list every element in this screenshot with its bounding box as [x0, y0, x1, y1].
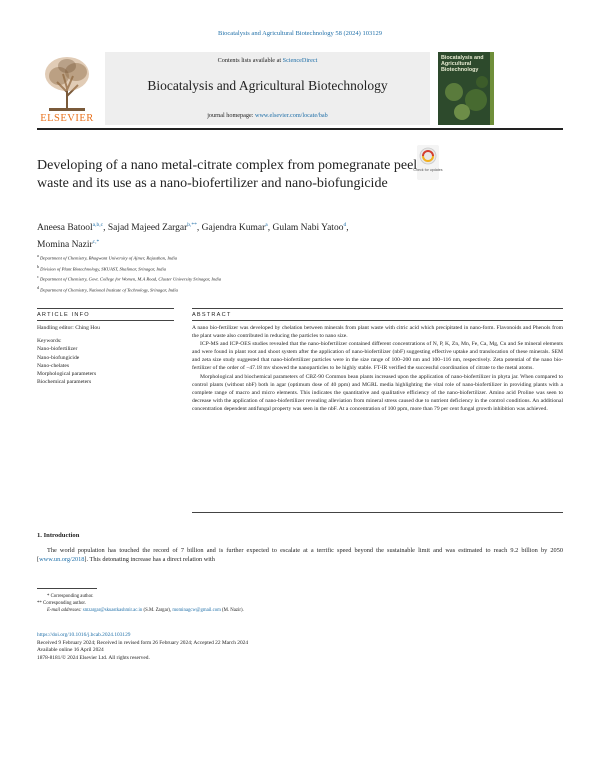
author-affiliation-marker[interactable]: d [343, 222, 347, 228]
footnote-rule [37, 588, 97, 589]
section-heading-introduction: 1. Introduction [37, 532, 80, 539]
journal-cover-image [438, 52, 494, 125]
keyword: Nano-chelates [37, 362, 69, 369]
keyword: Nano-biofertilizer [37, 346, 78, 353]
sciencedirect-link[interactable]: ScienceDirect [282, 57, 318, 64]
cover-spine [490, 52, 494, 125]
publication-info [37, 632, 563, 662]
homepage-line: journal homepage: www.elsevier.com/locate/bab [207, 112, 328, 119]
abstract-paragraph: A nano bio-fertilizer was developed by chelation between minerals from plant waste with citric acid which precipitated in nano-form. Flavonoids and Phenols from the plant waste also contributed in reducing the particles to nano size. [192, 325, 563, 340]
author-name[interactable]: Gulam Nabi Yatoo [272, 223, 344, 234]
copyright: 1878-8181/© 2024 Elsevier Ltd. All rights reserved. [37, 654, 150, 661]
doi-link[interactable]: https://doi.org/10.1016/j.bcab.2024.103129 [37, 632, 131, 638]
author-name[interactable]: Momina Nazir [37, 240, 93, 251]
corresponding-author-note: * Corresponding author. [47, 594, 94, 599]
author-name[interactable]: Aneesa Batool [37, 223, 93, 234]
article-info-rule [37, 308, 174, 309]
abstract-end-rule [192, 512, 563, 513]
email-link[interactable]: smzargar@skuastkashmir.ac.in [82, 608, 143, 614]
author-affiliation-marker[interactable]: c,* [92, 239, 100, 246]
abstract-rule [192, 308, 563, 309]
introduction-paragraph: The world population has touched the record of 7 billion and is further expected to escalate at a terrific speed beyond the sustainable limit and was estimated to reach 9.2 billion by 2050 [www.un.org/2018]. This detonating increase has a direct relation with [37, 547, 563, 564]
author-name[interactable]: Gajendra Kumar [201, 223, 266, 234]
available-online: Available online 16 April 2024 [37, 647, 104, 654]
publisher-name: ELSEVIER [40, 113, 94, 124]
check-updates-label: Check for updates [413, 168, 443, 172]
abstract-body [192, 324, 563, 413]
author-list: Aneesa Batool$^{a,b,c}$, Sajad Majeed Zargar$^{b,**}$, Gajendra Kumar$^a$, Gulam Nabi Yatoo$^d$, Momina Nazir$^{c,*}$ [37, 222, 349, 251]
received-dates: Received 9 February 2024; Received in revised form 26 February 2024; Accepted 22 March 2024 [37, 639, 249, 646]
affiliation-item: $^a$ Department of Chemistry, Bhagwant University of Ajmer, Rajasthan, India [37, 253, 178, 261]
author-affiliation-marker[interactable]: a [265, 222, 268, 228]
author-affiliation-marker[interactable]: a,b,c [92, 222, 104, 228]
affiliation-list [37, 252, 457, 295]
affiliation-item: $^d$ Department of Chemistry, National Institute of Technology, Srinagar, India [37, 285, 178, 293]
affiliation-item: $^b$ Division of Plant Biotechnology, SKUAST, Shalimar, Srinagar, India [37, 263, 167, 272]
author-affiliation-marker[interactable]: b,** [187, 222, 197, 228]
author-name[interactable]: Sajad Majeed Zargar [107, 223, 188, 234]
article-info-rule-bottom [37, 320, 174, 321]
footnotes [37, 593, 563, 615]
cover-title: Biocatalysis and Agricultural Biotechnology [441, 55, 484, 73]
check-for-updates-icon[interactable] [413, 145, 443, 180]
keywords-label: Keywords: [37, 338, 62, 345]
reference-link[interactable]: www.un.org/2018 [39, 556, 85, 564]
affiliation-item: $^c$ Department of Chemistry, Govt. College for Women, M.A Road, Cluster University Srinagar, India [37, 274, 222, 282]
handling-editor: Handling editor: Ching Hou [37, 325, 100, 331]
article-title: Developing of a nano metal-citrate complex from pomegranate peel waste and its use as a nano-biofertilizer and nano-biofungicide [37, 158, 418, 191]
abstract-heading: ABSTRACT [192, 312, 232, 318]
journal-homepage-link[interactable]: www.elsevier.com/locate/bab [254, 112, 328, 119]
keyword: Morphological parameters [37, 371, 97, 378]
keyword: Nano-biofungicide [37, 354, 80, 361]
email-link[interactable]: mominagcw@gmail.com [172, 608, 221, 614]
abstract-paragraph: Morphological and biochemical parameters of CBZ-90 Common bean plants increased upon the application of nano-biofertilizer in phyta jar. When compared to control plants (without nbF) both in agar (optimum dose of 40 ppm) and MGRL media highlighting the vital role of nano-biofertilizer in providing plants with a complete range of macro and micro elements. This indicates the quantitative and qualitative efficiency of the nano-biofertilizer. Amino acid Proline was seen to decrease with the application of nano-biofertilizer revealing alleviation from mineral stress caused due to nutrient deficiency in the control conditions. An additional concentration dependent antifungal property was seen in the nbF. At a concentration of 100 ppm, more than 79 per cent fungal growth inhibition was achieved. [192, 373, 563, 412]
contents-line: Contents lists available at ScienceDirect [217, 57, 318, 64]
article-info-heading: ARTICLE INFO [37, 312, 90, 318]
article-info-panel [37, 324, 174, 386]
header-rule [37, 128, 563, 130]
running-head[interactable]: Biocatalysis and Agricultural Biotechnology 58 (2024) 103129 [218, 30, 382, 37]
email-addresses: E-mail addresses: smzargar@skuastkashmir.ac.in (S.M. Zargar), mominagcw@gmail.com (M. Nazir). [47, 608, 244, 614]
corresponding-author-note: ** Corresponding author. [37, 601, 86, 607]
keyword: Biochemical parameters [37, 379, 92, 386]
journal-title: Biocatalysis and Agricultural Biotechnology [147, 78, 388, 93]
abstract-paragraph: ICP-MS and ICP-OES studies revealed that the nano-biofertilizer contained different concentrations of N, P, K, Zn, Mn, Fe, Ca, Mg, Cu and Se mineral elements and were found in plant root and shoot system after the application of nano-biofertilizer (nbF) suggesting effective uptake and translocation of these minerals. SEM and zeta size study suggested that nano-biofertilizer particles were in the size range of 100–200 nm and 100–116 nm, respectively. Zeta potential of the nano bio-fertilizer of the order of −47.18 mv showed the nanoparticles to be highly stable. FT-IR verified the successful coordination of citrate to the metal atoms. [192, 341, 563, 372]
abstract-rule-bottom [192, 320, 563, 321]
